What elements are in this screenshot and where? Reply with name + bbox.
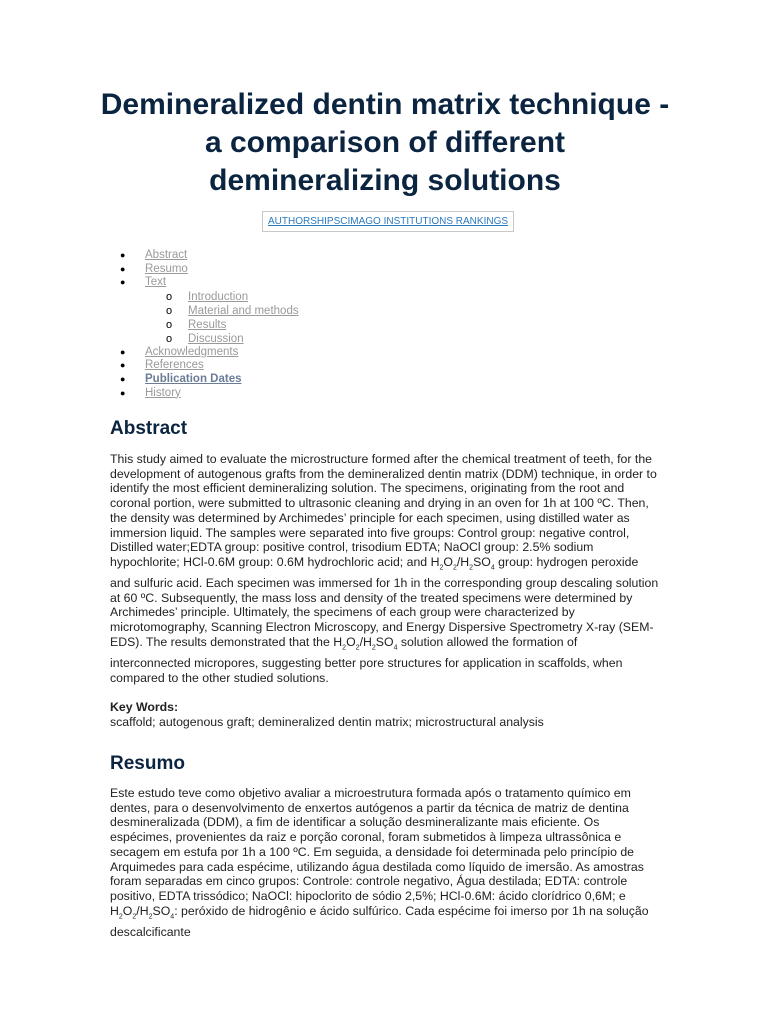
authorship-link[interactable]: AUTHORSHIP bbox=[268, 216, 334, 227]
chem-formula-1: $H_2O_2/H_2SO_4$ bbox=[430, 554, 495, 572]
abstract-heading: Abstract bbox=[110, 418, 188, 439]
toc-link-publication-dates[interactable]: Publication Dates bbox=[145, 372, 242, 385]
toc-link-references[interactable]: References bbox=[145, 359, 204, 372]
toc-link-discussion[interactable]: Discussion bbox=[188, 332, 244, 345]
toc-item-results bbox=[110, 318, 299, 332]
abstract-text-3: solution allowed the formation of interconnected micropores, suggesting better pore structures for application in scaffolds, when compared to the other studied solutions. bbox=[110, 634, 623, 685]
resumo-text-1: Este estudo teve como objetivo avaliar a microestrutura formada após o tratamento químico em dentes, para o desenvolvimento de enxertos autógenos a partir da técnica de matriz de dentina desmineralizada (DDM), a fim de identificar a solução desmineralizante mais eficiente. Os espécimes, provenientes da raiz e porção coronal, foram submetidos à limpeza ultrassônica e secagem em estufa por 1h a 100 ºC. Em seguida, a densidade foi determinada pelo princípio de Arquimedes para cada espécime, utilizando água destilada como líquido de imersão. As amostras foram separadas em cinco grupos: Controle: controle negativo, Água destilada; EDTA: controle positivo, EDTA trissódico; NaOCl: hipoclorito de sódio 2,5%; HCl-0.6M: ácido clorídrico 0,6M; e bbox=[110, 786, 644, 903]
bullet-icon: ● bbox=[120, 263, 126, 274]
circle-bullet-icon: o bbox=[166, 332, 173, 345]
abstract-text-2: group: hydrogen peroxide and sulfuric acid. Each specimen was immersed for 1h in the corresponding group descaling solution at 60 ºC. Subsequently, the mass loss and density of the treated specimens were determined by Archimedes’ principle. Ultimately, the specimens of each group were characterized by microtomography, Scanning Electron Microscopy, and Energy Dispersive Spectrometry X-ray (SEM-EDS). The results demonstrated that the bbox=[110, 554, 659, 649]
toc-item-discussion bbox=[110, 332, 299, 346]
toc-link-material-methods[interactable]: Material and methods bbox=[188, 304, 299, 317]
bullet-icon: ● bbox=[120, 277, 126, 288]
toc-link-acknowledgments[interactable]: Acknowledgments bbox=[145, 345, 239, 358]
toc-sublist bbox=[145, 290, 299, 346]
resumo-paragraph bbox=[110, 786, 660, 939]
bullet-icon: ● bbox=[120, 250, 126, 260]
toc-item-publication-dates bbox=[110, 373, 299, 387]
article-title: Demineralized dentin matrix technique - a comparison of different demineralizing solutions bbox=[100, 88, 670, 197]
keywords-block bbox=[110, 700, 660, 729]
circle-bullet-icon: o bbox=[166, 290, 173, 303]
toc-item-acknowledgments bbox=[110, 346, 299, 360]
bullet-icon: ● bbox=[120, 346, 126, 357]
toc-item-resumo bbox=[110, 263, 299, 277]
toc-item-abstract bbox=[110, 249, 299, 263]
toc-link-resumo[interactable]: Resumo bbox=[145, 262, 188, 275]
abstract-paragraph bbox=[110, 452, 660, 685]
scimago-link[interactable]: SCIMAGO INSTITUTIONS RANKINGS bbox=[333, 216, 509, 227]
chem-formula-3: $H_2O_2/H_2SO_4$ bbox=[110, 903, 175, 921]
abstract-text-1: This study aimed to evaluate the microstructure formed after the chemical treatment of teeth, for the development of autogenous grafts from the demineralized dentin matrix (DDM) technique, in order to identify the most efficient demineralizing solution. The specimens, originating from the root and coronal portion, were submitted to ultrasonic cleaning and drying in an oven for 1h at 100 ºC. Then, the density was determined by Archimedes’ principle for each specimen, using distilled water as immersion liquid. The samples were separated into five groups: Control group: negative control, Distilled water;EDTA group: positive control, trisodium EDTA; NaOCl group: 2.5% sodium hypochlorite; HCl-0.6M group: 0.6M hydrochloric acid; and bbox=[110, 452, 657, 569]
circle-bullet-icon: o bbox=[166, 318, 173, 331]
bullet-icon: ● bbox=[120, 360, 126, 371]
toc-link-results[interactable]: Results bbox=[188, 318, 227, 331]
toc-link-introduction[interactable]: Introduction bbox=[188, 290, 249, 303]
toc-item-text bbox=[110, 276, 299, 346]
toc-link-text[interactable]: Text bbox=[145, 276, 167, 289]
chem-formula-2: $H_2O_2/H_2SO_4$ bbox=[333, 634, 398, 652]
toc-link-abstract[interactable]: Abstract bbox=[145, 249, 188, 261]
toc-item-introduction bbox=[110, 290, 299, 304]
bullet-icon: ● bbox=[120, 373, 126, 384]
bullet-icon: ● bbox=[120, 387, 126, 398]
toc-item-references bbox=[110, 359, 299, 373]
tag-box bbox=[262, 211, 514, 232]
table-of-contents bbox=[110, 249, 299, 400]
toc-item-material-methods bbox=[110, 304, 299, 318]
circle-bullet-icon: o bbox=[166, 304, 173, 317]
resumo-text-2: : peróxido de hidrogênio e ácido sulfúrico. Cada espécime foi imerso por 1h na solução descalcificante bbox=[110, 903, 649, 939]
resumo-heading: Resumo bbox=[110, 753, 185, 774]
toc-link-history[interactable]: History bbox=[145, 386, 181, 399]
keywords-label: Key Words: bbox=[110, 700, 179, 714]
keywords-text: scaffold; autogenous graft; demineralized dentin matrix; microstructural analysis bbox=[110, 714, 544, 729]
toc-item-history bbox=[110, 387, 299, 401]
